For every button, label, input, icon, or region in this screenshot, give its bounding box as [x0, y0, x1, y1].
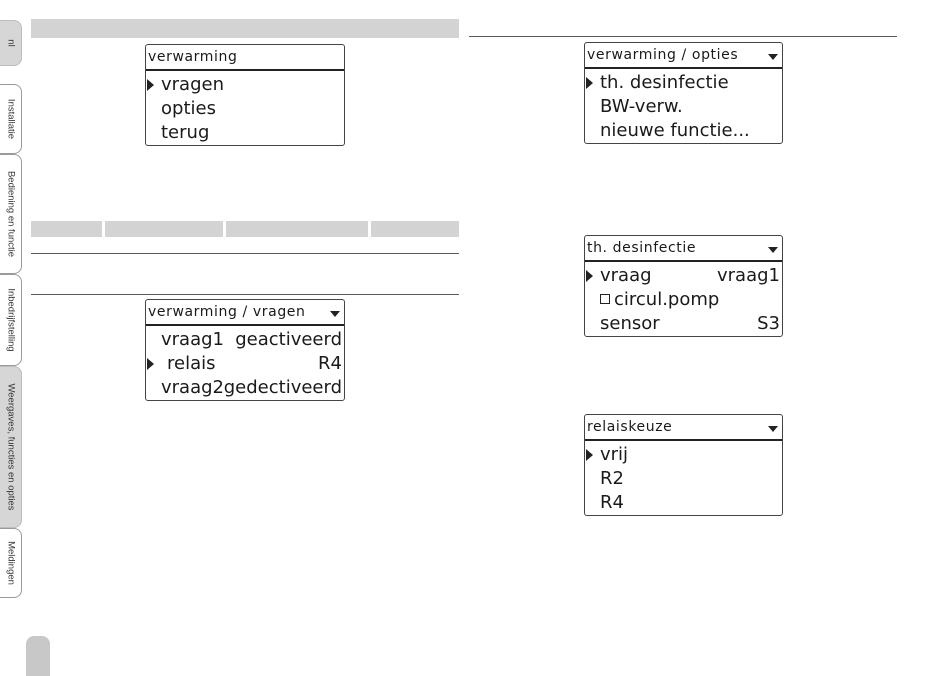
display-thermal-disinfection: [584, 235, 783, 337]
table-header-cell: [226, 221, 368, 237]
menu-item-label: opties: [161, 98, 216, 119]
selection-cursor-icon: [147, 79, 154, 91]
side-tab-label: nl: [5, 39, 16, 47]
display-relay-selection: [584, 414, 783, 516]
selection-cursor-icon: [147, 358, 154, 370]
selection-cursor-icon: [586, 449, 593, 461]
menu-item-value: vraag1: [717, 265, 780, 286]
menu-item-r4[interactable]: [585, 491, 782, 515]
menu-item-relais[interactable]: [146, 352, 344, 376]
display-title: verwarming / vragen: [146, 300, 344, 326]
page-number-marker: [26, 636, 50, 676]
table-bottom-rule: [31, 294, 459, 295]
menu-item-label: vraag1: [161, 329, 224, 350]
menu-item-vraag2[interactable]: [146, 376, 344, 400]
side-tab-bediening[interactable]: [0, 154, 22, 274]
menu-item-label: sensor: [600, 313, 660, 334]
display-title: relaiskeuze: [585, 415, 782, 441]
menu-item-label: terug: [161, 122, 210, 143]
side-tab-weergaves[interactable]: [0, 366, 22, 528]
menu-item-label: nieuwe functie...: [600, 120, 750, 141]
menu-item-label: BW-verw.: [600, 96, 683, 117]
menu-item-label: R2: [600, 468, 624, 489]
menu-item-label: vraag2: [161, 377, 224, 398]
menu-item-label: th. desinfectie: [600, 72, 729, 93]
menu-item-vraag[interactable]: [585, 264, 782, 288]
circulpomp-checkbox[interactable]: [600, 294, 610, 304]
menu-item-label: circul.pomp: [614, 289, 720, 310]
checkbox-row: [600, 288, 719, 312]
display-title: verwarming / opties: [585, 43, 782, 69]
side-tab-label: Installatie: [5, 98, 16, 140]
table-row-rule: [31, 253, 459, 254]
section-header-bar: [31, 19, 459, 38]
menu-item-label: vraag: [600, 265, 652, 286]
table-header-cell: [371, 221, 459, 237]
menu-item-value: gedectiveerd: [223, 377, 342, 398]
scroll-down-arrow-icon: [330, 311, 340, 317]
scroll-down-arrow-icon: [768, 426, 778, 432]
side-tab-label: Inbedrijfstelling: [5, 288, 16, 352]
display-title: th. desinfectie: [585, 236, 782, 262]
menu-item-bw-verw[interactable]: [585, 95, 782, 119]
menu-item-terug[interactable]: [146, 121, 344, 145]
menu-item-label: vragen: [161, 74, 224, 95]
menu-item-label: R4: [600, 492, 624, 513]
side-tab-installatie[interactable]: [0, 84, 22, 154]
menu-item-vrij[interactable]: [585, 443, 782, 467]
table-header-cell: [105, 221, 223, 237]
side-tab-nl[interactable]: [0, 20, 22, 66]
menu-item-th-desinfectie[interactable]: [585, 71, 782, 95]
menu-item-opties[interactable]: [146, 97, 344, 121]
selection-cursor-icon: [586, 270, 593, 282]
side-tab-inbedrijfstelling[interactable]: [0, 274, 22, 366]
menu-item-value: R4: [318, 353, 342, 374]
menu-item-nieuwe-functie[interactable]: [585, 119, 782, 143]
side-tab-label: Meldingen: [5, 541, 16, 585]
scroll-down-arrow-icon: [768, 247, 778, 253]
side-tab-meldingen[interactable]: [0, 528, 22, 598]
right-column-rule: [469, 36, 897, 37]
menu-item-r2[interactable]: [585, 467, 782, 491]
menu-item-label: vrij: [600, 444, 629, 465]
menu-item-circulpomp[interactable]: [585, 288, 782, 312]
display-heating-options: [584, 42, 783, 144]
display-title: verwarming: [146, 45, 344, 71]
menu-item-vragen[interactable]: [146, 73, 344, 97]
menu-item-sensor[interactable]: [585, 312, 782, 336]
side-tab-label: Bediening en functie: [5, 170, 16, 258]
menu-item-vraag1[interactable]: [146, 328, 344, 352]
display-heating-menu: [145, 44, 345, 146]
menu-item-label: relais: [167, 353, 216, 374]
selection-cursor-icon: [586, 77, 593, 89]
display-heating-requests: [145, 299, 345, 401]
table-header-cell: [31, 221, 102, 237]
side-tab-label: Weergaves, functies en opties: [5, 383, 16, 511]
menu-item-value: S3: [757, 313, 780, 334]
menu-item-value: geactiveerd: [235, 329, 342, 350]
scroll-down-arrow-icon: [768, 54, 778, 60]
